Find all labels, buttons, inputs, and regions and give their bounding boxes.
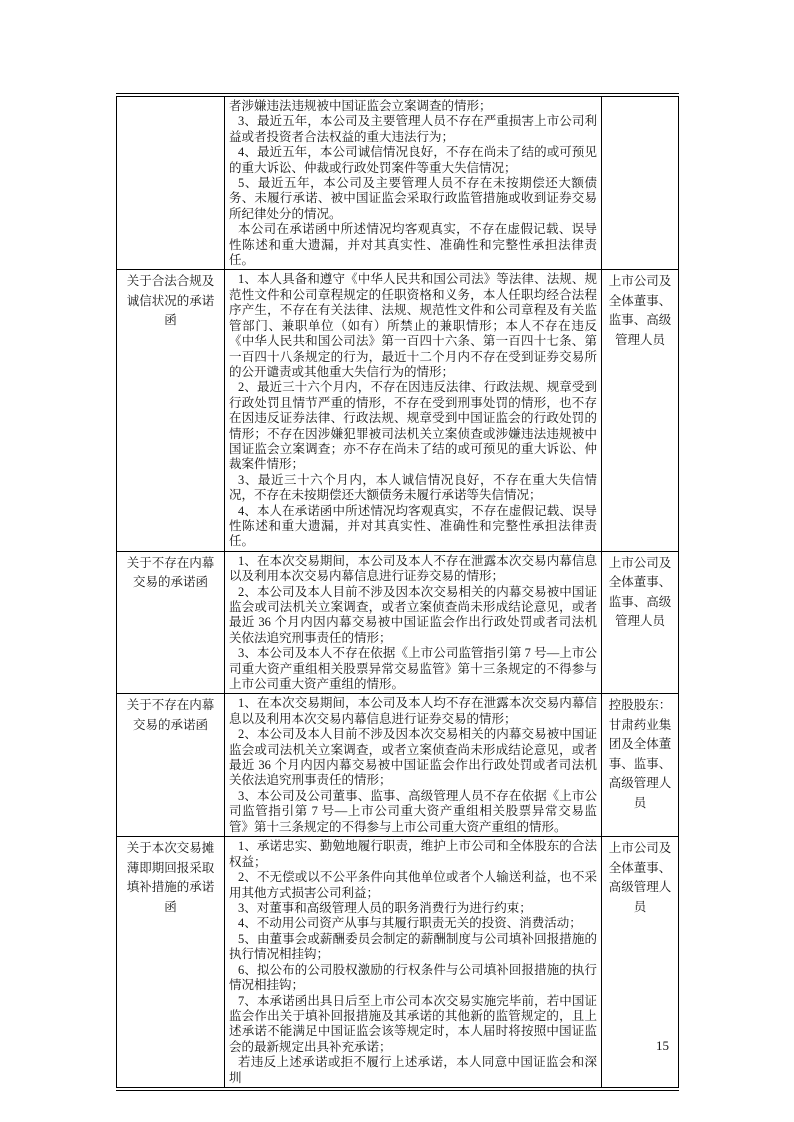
commitment-paragraph: 3、最近五年，本公司及主要管理人员不存在严重损害上市公司利益或者投资者合法权益的重大违法行为； — [229, 114, 597, 144]
commitment-type-cell: 关于本次交易摊薄即期回报采取填补措施的承诺函 — [117, 837, 225, 1089]
commitment-party-cell — [602, 95, 679, 270]
commitment-paragraph: 本公司在承诺函中所述情况均客观真实，不存在虚假记载、误导性陈述和重大遗漏，并对其真实性、准确性和完整性承担法律责任。 — [229, 222, 597, 268]
commitment-paragraph: 2、不无偿或以不公平条件向其他单位或者个人输送利益，也不采用其他方式损害公司利益； — [229, 870, 597, 900]
commitment-paragraph: 1、本人具备和遵守《中华人民共和国公司法》等法律、法规、规范性文件和公司章程规定的任职资格和义务，本人任职均经合法程序产生，不存在有关法律、法规、规范性文件和公司章程及有关监管部门、兼职单位（如有）所禁止的兼职情形；本人不存在违反《中华人民共和国公司法》第一百四十六条、第一百四十七条、第一百四十八条规定的行为，最近十二个月内不存在受到证券交易所的公开谴责或其他重大失信行为的情形； — [229, 272, 597, 379]
commitment-paragraph: 3、本公司及公司董事、监事、高级管理人员不存在依据《上市公司监管指引第 7 号—上市公司重大资产重组相关股票异常交易监管》第十三条规定的不得参与上市公司重大资产重组的情形。 — [229, 788, 597, 834]
commitment-party-cell: 上市公司及全体董事、监事、高级管理人员 — [602, 551, 679, 694]
table-row — [117, 837, 679, 1089]
commitment-paragraph: 3、最近三十六个月内，本人诚信情况良好，不存在重大失信情况，不存在未按期偿还大额债务未履行承诺等失信情况； — [229, 472, 597, 503]
page-number: 15 — [656, 1038, 669, 1053]
commitment-paragraph: 6、拟公布的公司股权激励的行权条件与公司填补回报措施的执行情况相挂钩； — [229, 962, 597, 993]
commitment-content-cell — [225, 95, 602, 270]
commitment-paragraph: 7、本承诺函出具日后至上市公司本次交易实施完毕前，若中国证监会作出关于填补回报措施及其承诺的其他新的监管规定的，且上述承诺不能满足中国证监会该等规定时，本人届时将按照中国证监会的最新规定出具补充承诺； — [229, 993, 597, 1054]
commitment-paragraph: 3、对董事和高级管理人员的职务消费行为进行约束； — [238, 901, 532, 916]
commitment-content-cell — [225, 694, 602, 837]
commitment-paragraph: 若违反上述承诺或拒不履行上述承诺，本人同意中国证监会和深圳 — [229, 1055, 597, 1085]
commitment-party-cell: 上市公司及全体董事、高级管理人员 — [602, 837, 679, 1089]
commitment-paragraph: 4、不动用公司资产从事与其履行职责无关的投资、消费活动； — [238, 916, 582, 931]
commitment-paragraph: 4、最近五年，本公司诚信情况良好，不存在尚未了结的或可预见的重大诉讼、仲裁或行政处罚案件等重大失信情况； — [229, 145, 597, 175]
table-row — [117, 270, 679, 551]
table-row — [117, 95, 679, 270]
commitment-paragraph: 4、本人在承诺函中所述情况均客观真实，不存在虚假记载、误导性陈述和重大遗漏，并对其真实性、准确性和完整性承担法律责任。 — [229, 503, 597, 549]
commitment-content-cell — [225, 551, 602, 694]
commitment-paragraph: 3、本公司及本人不存在依据《上市公司监管指引第 7 号—上市公司重大资产重组相关股票异常交易监管》第十三条规定的不得参与上市公司重大资产重组的情形。 — [229, 646, 597, 692]
commitment-paragraph: 2、最近三十六个月内，不存在因违反法律、行政法规、规章受到行政处罚且情节严重的情形，不存在受到刑事处罚的情形，也不存在因违反证券法律、行政法规、规章受到中国证监会的行政处罚的情形；不存在因涉嫌犯罪被司法机关立案侦查或涉嫌违法违规被中国证监会立案调查；亦不存在尚未了结的或可预见的重大诉讼、仲裁案件情形； — [229, 380, 597, 472]
commitment-paragraph: 2、本公司及本人目前不涉及因本次交易相关的内幕交易被中国证监会或司法机关立案调查，或者立案侦查尚未形成结论意见，或者最近 36 个月内因内幕交易被中国证监会作出行政处罚或者司法机关依法追究刑事责任的情形； — [229, 584, 597, 645]
commitment-paragraph: 1、在本次交易期间，本公司及本人均不存在泄露本次交易内幕信息以及利用本次交易内幕信息进行证券交易的情形； — [229, 696, 597, 726]
commitments-table — [116, 93, 679, 1091]
commitment-type-cell: 关于不存在内幕交易的承诺函 — [117, 551, 225, 694]
commitment-paragraph: 5、由董事会或薪酬委员会制定的薪酬制度与公司填补回报措施的执行情况相挂钩； — [229, 931, 597, 962]
commitment-paragraph: 者涉嫌违法违规被中国证监会立案调查的情形； — [229, 99, 492, 113]
table-row — [117, 551, 679, 694]
commitment-content-cell — [225, 270, 602, 551]
commitment-party-cell: 控股股东：甘肃药业集团及全体董事、监事、高级管理人员 — [602, 694, 679, 837]
commitment-paragraph: 1、在本次交易期间，本公司及本人不存在泄露本次交易内幕信息以及利用本次交易内幕信息进行证券交易的情形； — [229, 553, 597, 584]
commitment-type-cell — [117, 95, 225, 270]
table-row — [117, 694, 679, 837]
commitment-type-cell: 关于合法合规及诚信状况的承诺函 — [117, 270, 225, 551]
commitment-paragraph: 2、本公司及本人目前不涉及因本次交易相关的内幕交易被中国证监会或司法机关立案调查，或者立案侦查尚未形成结论意见，或者最近 36 个月内因内幕交易被中国证监会作出行政处罚或者司法机关依法追究刑事责任的情形； — [229, 727, 597, 788]
commitment-paragraph: 1、承诺忠实、勤勉地履行职责，维护上市公司和全体股东的合法权益； — [229, 839, 597, 869]
commitment-type-cell: 关于不存在内幕交易的承诺函 — [117, 694, 225, 837]
commitment-content-cell — [225, 837, 602, 1089]
commitment-party-cell: 上市公司及全体董事、监事、高级管理人员 — [602, 270, 679, 551]
commitment-paragraph: 5、最近五年，本公司及主要管理人员不存在未按期偿还大额债务、未履行承诺、被中国证监会采取行政监管措施或收到证券交易所纪律处分的情况。 — [229, 176, 597, 221]
